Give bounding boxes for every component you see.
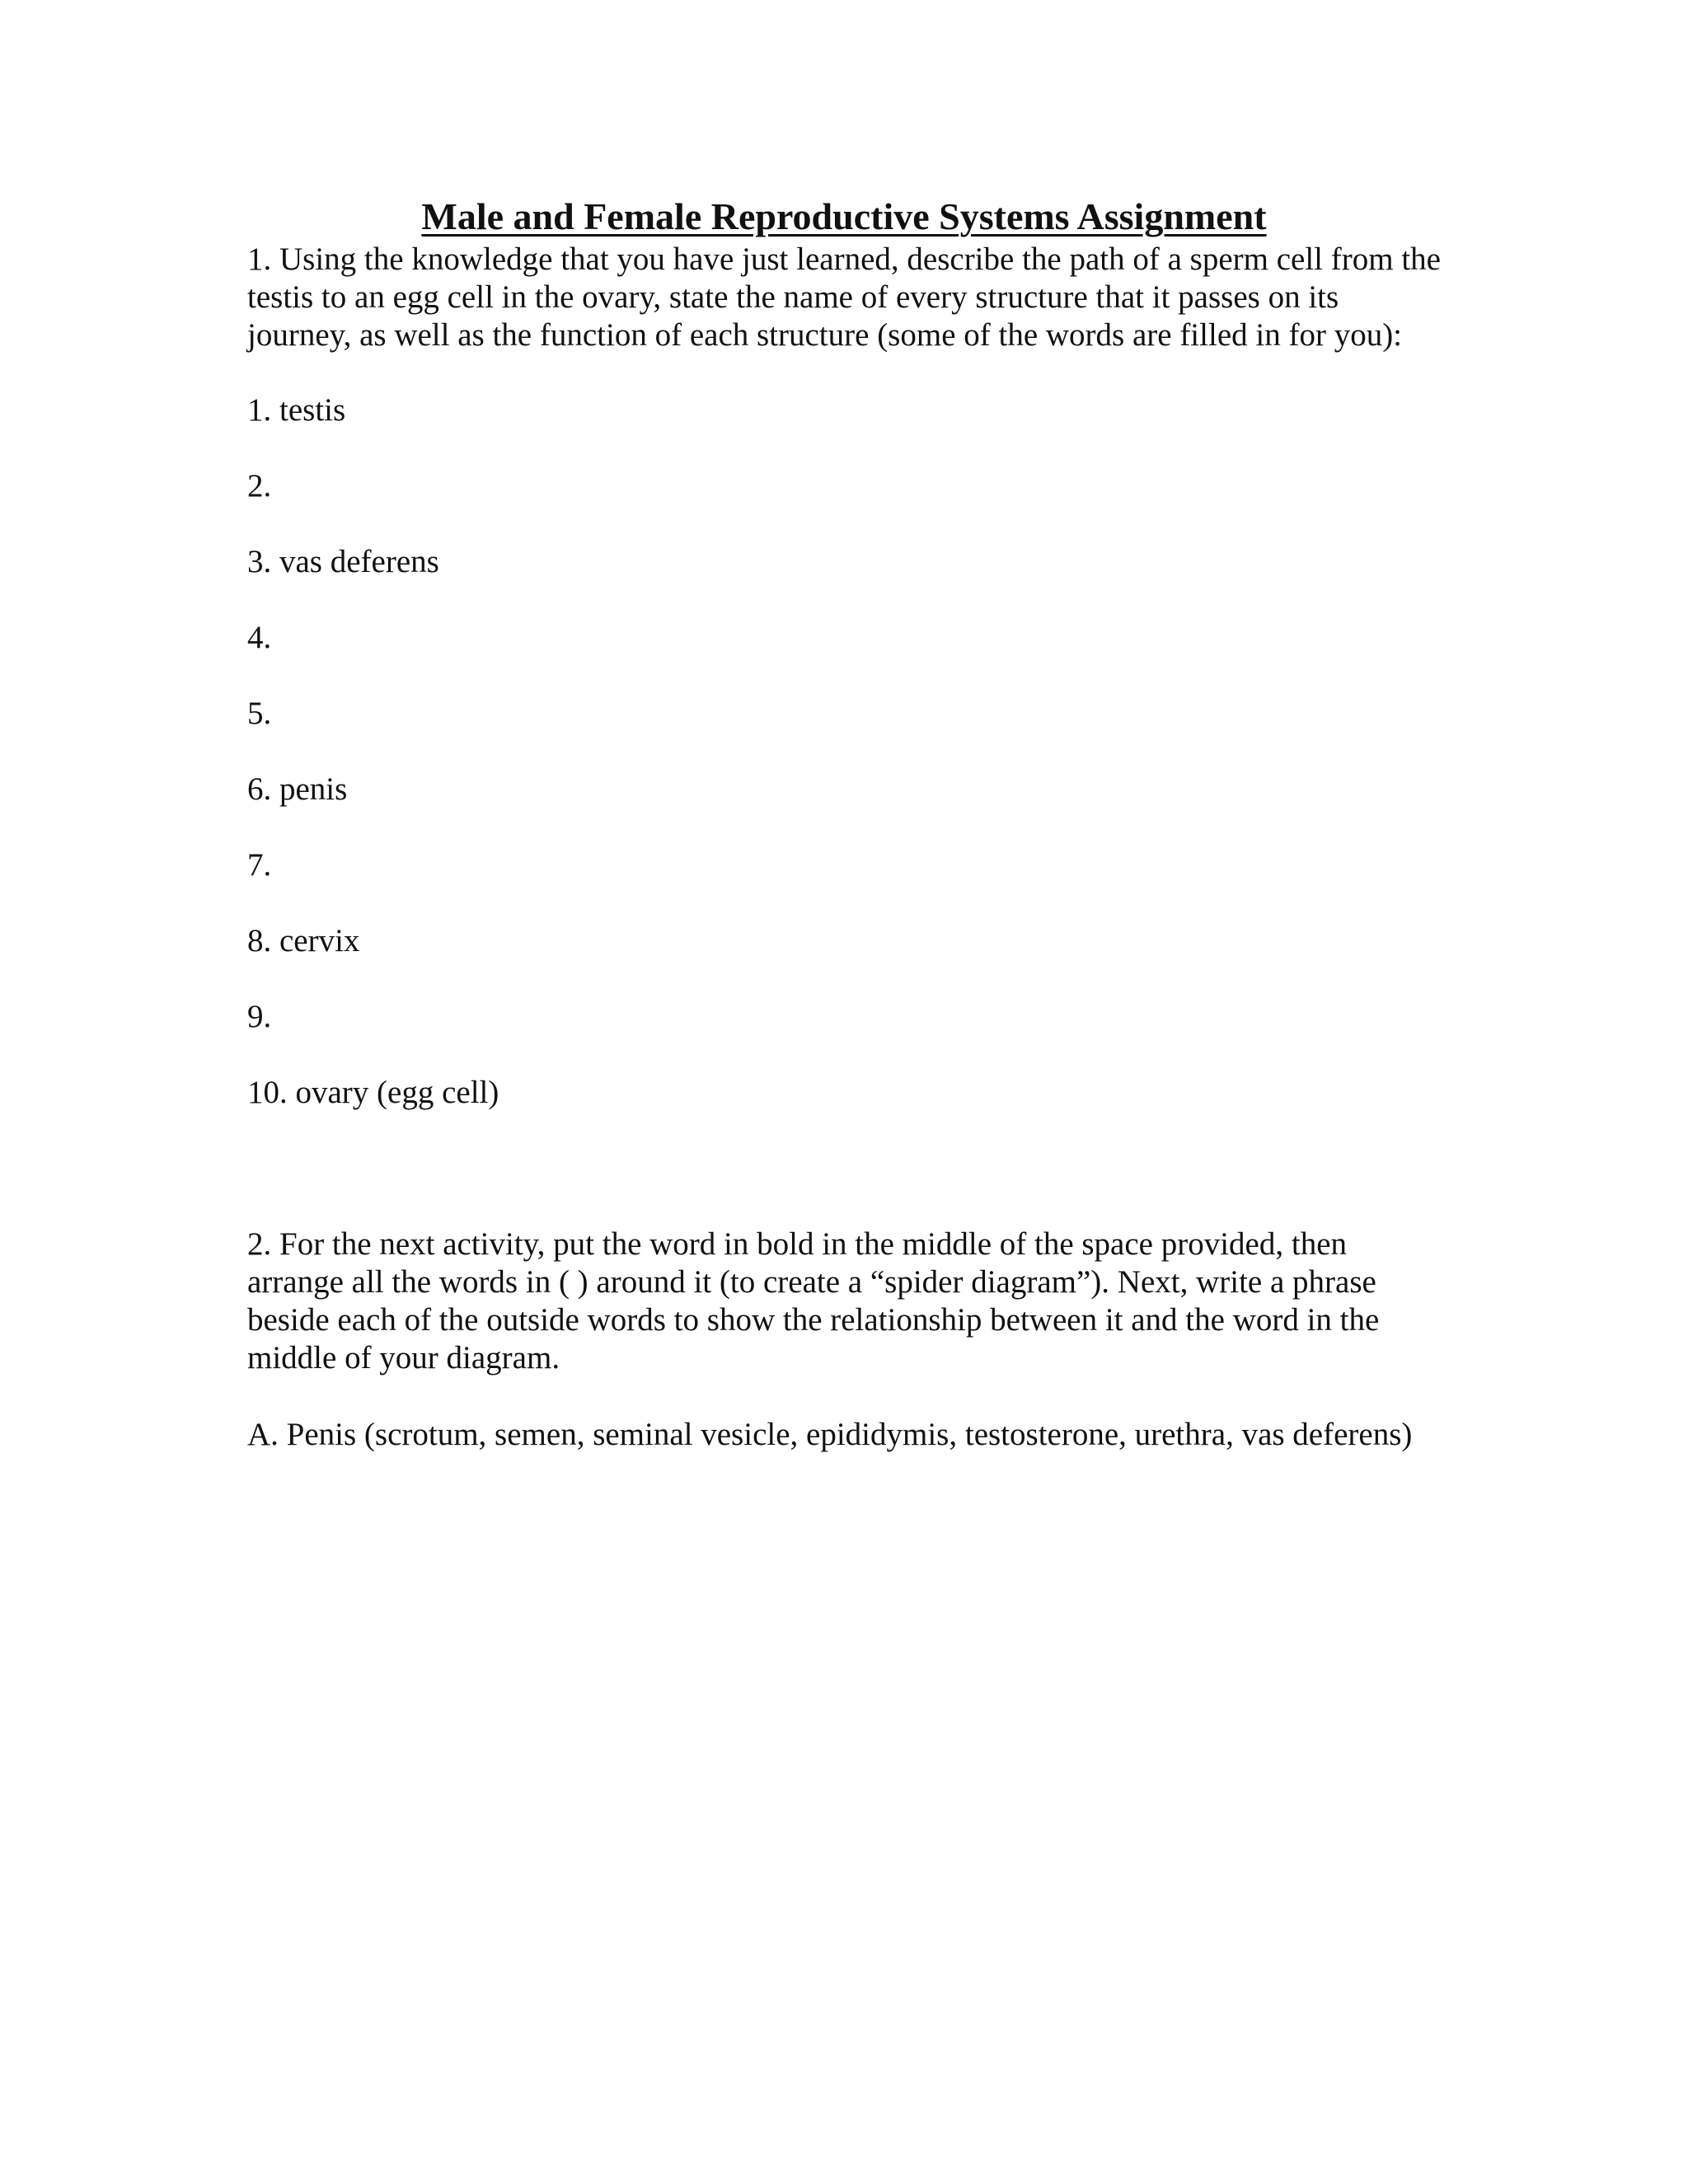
question-1-text: 1. Using the knowledge that you have just learned, describe the path of a sperm cell from the testis to an egg cell in the ovary, state the name of every structure that it passes on its journey, as well as the function of each structure (some of the words are filled in for you): xyxy=(247,241,1441,353)
path-item-4: 4. xyxy=(247,620,272,655)
path-item-10: 10. ovary (egg cell) xyxy=(247,1075,499,1110)
path-item-2: 2. xyxy=(247,468,272,504)
page-title: Male and Female Reproductive Systems Assignment xyxy=(421,195,1267,237)
path-item-1: 1. testis xyxy=(247,392,346,428)
path-item-9: 9. xyxy=(247,999,272,1034)
question-2-text: 2. For the next activity, put the word in bold in the middle of the space provided, then arrange all the words in ( ) around it (to create a “spider diagram”). Next, write a phrase beside each of the outside words to show the relationship between it and the word in the middle of your diagram. xyxy=(247,1226,1380,1376)
path-item-8: 8. cervix xyxy=(247,923,360,958)
path-item-5: 5. xyxy=(247,696,272,731)
path-item-6: 6. penis xyxy=(247,771,348,807)
path-item-7: 7. xyxy=(247,847,272,883)
question-2a-text: A. Penis (scrotum, semen, seminal vesicle, epididymis, testosterone, urethra, vas deferens) xyxy=(247,1417,1413,1452)
path-item-3: 3. vas deferens xyxy=(247,544,439,579)
